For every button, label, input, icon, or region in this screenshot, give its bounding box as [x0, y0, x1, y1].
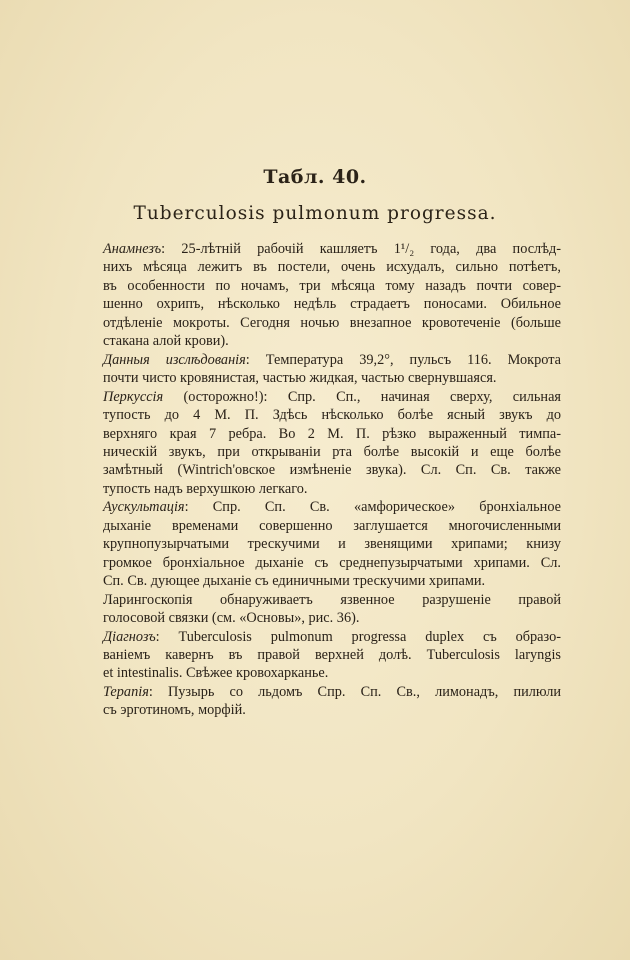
line-text: тупость надъ верхушкою легкаго.	[103, 480, 308, 497]
text-line	[103, 646, 561, 664]
text-line	[103, 258, 561, 276]
text-line	[103, 314, 561, 332]
line-text: : Пузырь со льдомъ Спр. Сп. Св., лимонадъ, пилюли	[148, 683, 561, 700]
text-line	[103, 498, 561, 516]
text-line	[103, 277, 561, 295]
line-text: съ эрготиномъ, морфій.	[103, 702, 246, 719]
line-text: громкое бронхіальное дыханіе съ среднепузырчатыми хрипами. Сл.	[103, 554, 561, 571]
section-label: Аускультація	[103, 499, 185, 516]
line-text: стакана алой крови).	[103, 333, 229, 350]
text-line	[103, 535, 561, 553]
text-line	[103, 683, 561, 701]
line-text: ническій звукъ, при открываніи рта болѣе высокій и еще болѣе	[103, 443, 561, 460]
text-line	[103, 443, 561, 461]
section-label: Терапія	[103, 683, 149, 700]
line-text: et intestinalis. Свѣжее кровохарканье.	[103, 665, 329, 682]
text-line	[103, 369, 561, 387]
text-line	[103, 554, 561, 572]
line-text: : Температура 39,2°, пульсъ 116. Мокрота	[245, 351, 561, 368]
line-text: замѣтный (Wintrich'овское измѣненіе звука). Сл. Сп. Св. также	[103, 462, 561, 479]
line-text: (осторожно!): Спр. Сп., начиная сверху, сильная	[163, 388, 561, 405]
text-line	[103, 406, 561, 424]
case-description	[103, 240, 561, 720]
line-text: тупость до 4 М. П. Здѣсь нѣсколько болѣе ясный звукъ до	[103, 407, 561, 424]
section-label: Данныя изслѣдованія	[103, 351, 246, 368]
line-text: : Tuberculosis pulmonum progressa duplex съ образо-	[155, 628, 561, 645]
section-label: Перкуссія	[103, 388, 164, 405]
line-text: голосовой связки (см. «Основы», рис. 36).	[103, 610, 360, 627]
line-text: дыханіе временами совершенно заглушается многочисленными	[103, 517, 561, 534]
text-line	[103, 295, 561, 313]
line-text: шенно охрипъ, нѣсколько недѣль страдаетъ поносами. Обильное	[103, 296, 561, 313]
text-line	[103, 461, 561, 479]
text-line	[103, 701, 561, 719]
text-line	[103, 332, 561, 350]
line-text: крупнопузырчатыми трескучими и звенящими хрипами; книзу	[103, 536, 561, 553]
text-line	[103, 628, 561, 646]
text-line	[103, 572, 561, 590]
page-subtitle: Tuberculosis pulmonum progressa.	[133, 203, 497, 224]
line-text: : 25-лѣтній рабочій кашляетъ 1¹/₂ года, два послѣд-	[161, 241, 561, 257]
text-line	[103, 591, 561, 609]
section-label: Анамнезъ	[103, 241, 162, 257]
line-text: верхняго края 7 ребра. Во 2 М. П. рѣзко выраженный тимпа-	[103, 425, 561, 442]
line-text: отдѣленіе мокроты. Сегодня ночью внезапное кровотеченіе (больше	[103, 314, 561, 331]
line-text: въ особенности по ночамъ, три мѣсяца тому назадъ почти совер-	[103, 277, 561, 294]
line-text: ваніемъ кавернъ въ правой верхней долѣ. Tuberculosis laryngis	[103, 646, 561, 663]
text-line	[103, 609, 561, 627]
line-text: Сп. Св. дующее дыханіе съ единичными трескучими хрипами.	[103, 573, 486, 590]
text-line	[103, 240, 561, 258]
text-line	[103, 388, 561, 406]
text-line	[103, 664, 561, 682]
line-text: : Спр. Сп. Св. «амфорическое» бронхіальное	[184, 499, 561, 516]
section-label: Діагнозъ	[103, 628, 156, 645]
line-text: нихъ мѣсяца лежитъ въ постели, очень исхудалъ, сильно потѣетъ,	[103, 259, 561, 276]
line-text: Ларингоскопія обнаруживаетъ язвенное разрушеніе правой	[103, 591, 561, 608]
page-title: Табл. 40.	[263, 166, 367, 188]
text-line	[103, 351, 561, 369]
text-line	[103, 425, 561, 443]
line-text: почти чисто кровянистая, частью жидкая, частью свернувшаяся.	[103, 370, 497, 387]
text-line	[103, 480, 561, 498]
text-line	[103, 517, 561, 535]
